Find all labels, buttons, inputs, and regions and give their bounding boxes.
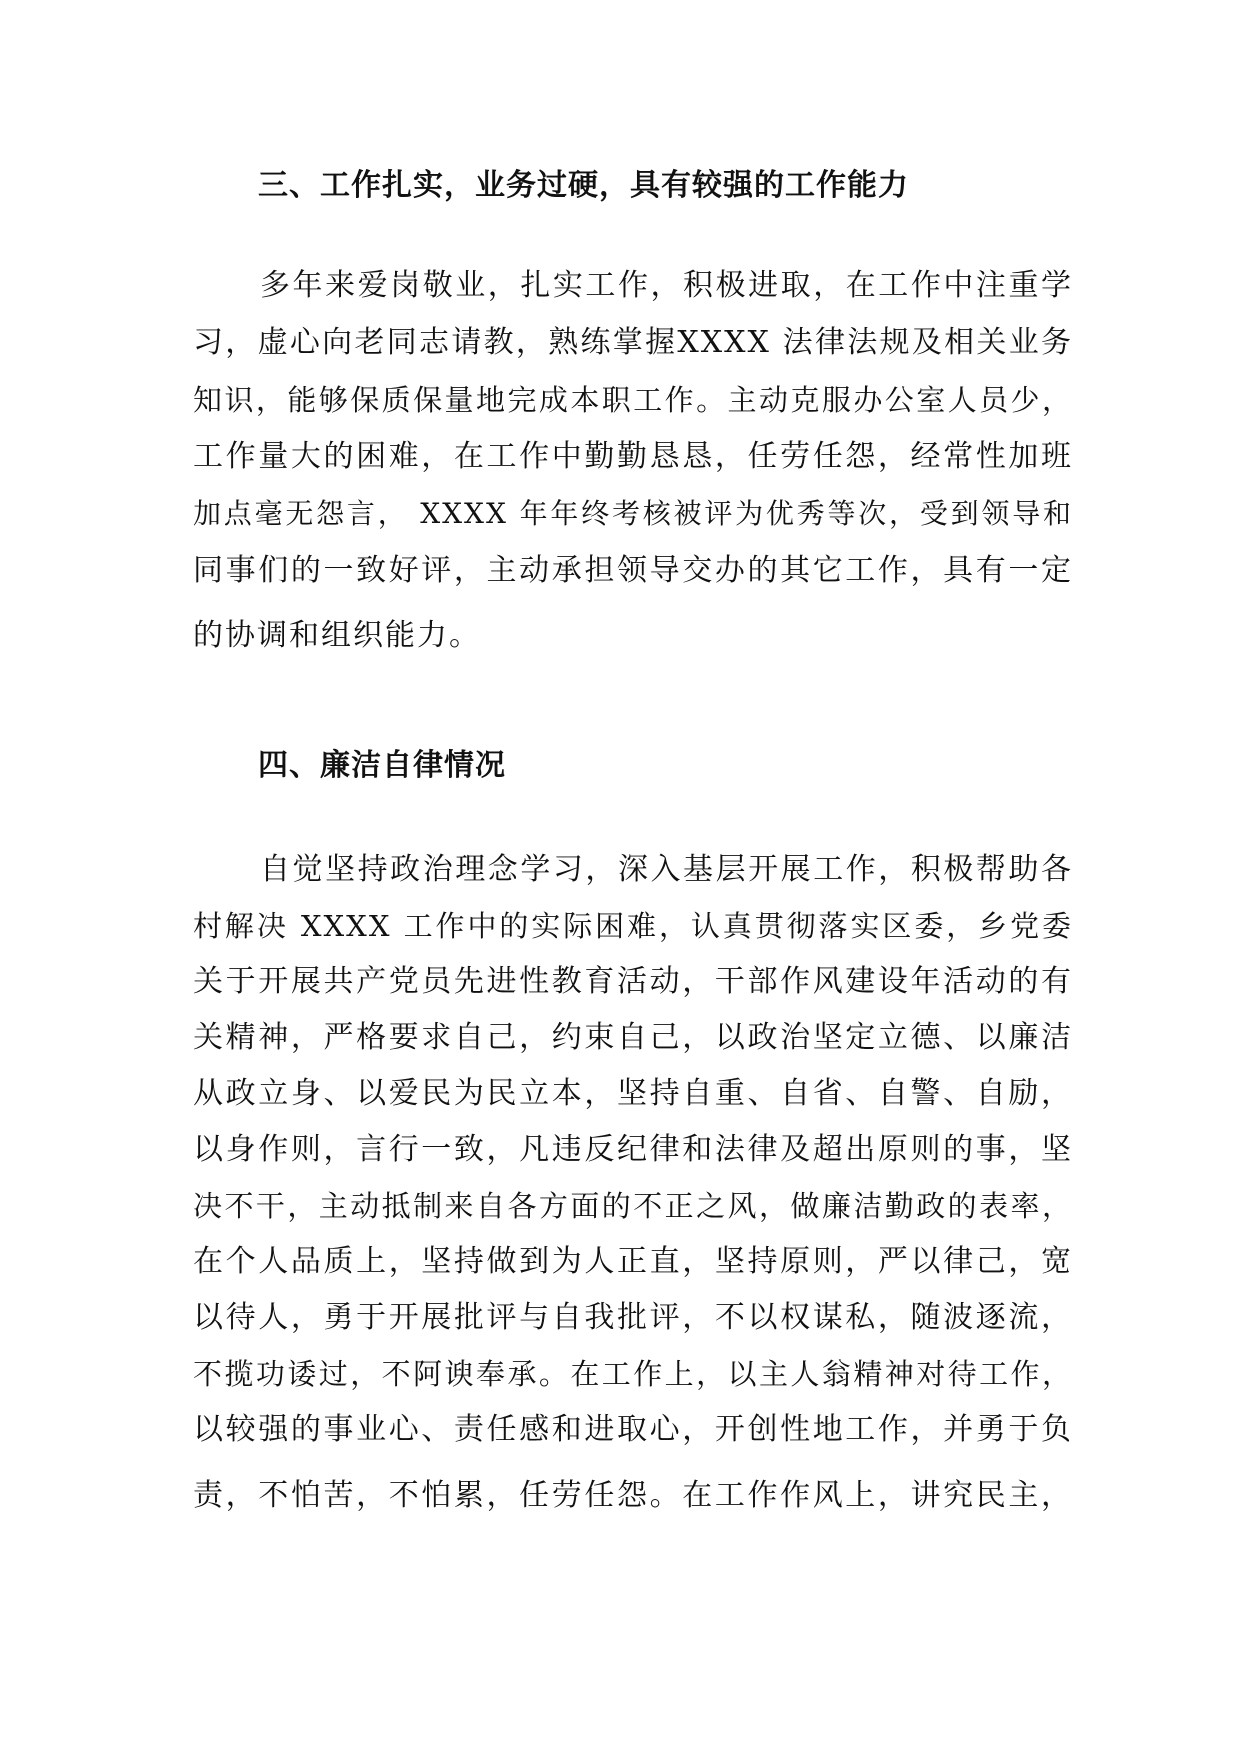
- paragraph-line: 不揽功诿过，不阿谀奉承。在工作上，以主人翁精神对待工作，: [193, 1357, 1073, 1391]
- section-heading-3: 三、工作扎实，业务过硬，具有较强的工作能力: [258, 168, 909, 203]
- paragraph-line: 在个人品质上，坚持做到为人正直，坚持原则，严以律己，宽: [193, 1244, 1073, 1279]
- paragraph-line: 从政立身、以爱民为民立本，坚持自重、自省、自警、自励，: [193, 1076, 1073, 1111]
- paragraph-line: 关精神，严格要求自己，约束自己，以政治坚定立德、以廉洁: [193, 1020, 1073, 1055]
- paragraph-line: 以较强的事业心、责任感和进取心，开创性地工作，并勇于负: [193, 1412, 1073, 1447]
- paragraph-line: 关于开展共产党员先进性教育活动，干部作风建设年活动的有: [193, 964, 1073, 999]
- paragraph-line: 自觉坚持政治理念学习，深入基层开展工作，积极帮助各: [260, 852, 1073, 887]
- paragraph-line: 多年来爱岗敬业，扎实工作，积极进取，在工作中注重学: [260, 268, 1073, 303]
- paragraph-line: 以身作则，言行一致，凡违反纪律和法律及超出原则的事，坚: [193, 1132, 1073, 1167]
- paragraph-line: 以待人，勇于开展批评与自我批评，不以权谋私，随波逐流，: [193, 1300, 1073, 1335]
- paragraph-line: 习，虚心向老同志请教，熟练掌握XXXX 法律法规及相关业务: [193, 325, 1073, 360]
- paragraph-line: 责，不怕苦，不怕累，任劳任怨。在工作作风上，讲究民主，: [193, 1478, 1073, 1513]
- paragraph-line: 工作量大的困难，在工作中勤勤恳恳，任劳任怨，经常性加班: [193, 439, 1073, 474]
- section-heading-4: 四、廉洁自律情况: [258, 748, 506, 783]
- paragraph-line: 决不干，主动抵制来自各方面的不正之风，做廉洁勤政的表率，: [193, 1189, 1073, 1223]
- paragraph-line: 的协调和组织能力。: [193, 618, 481, 653]
- paragraph-line: 加点毫无怨言， XXXX 年年终考核被评为优秀等次，受到领导和: [193, 497, 1073, 530]
- paragraph-line: 同事们的一致好评，主动承担领导交办的其它工作，具有一定: [193, 553, 1073, 588]
- paragraph-line: 知识，能够保质保量地完成本职工作。主动克服办公室人员少，: [193, 383, 1073, 417]
- paragraph-line: 村解决 XXXX 工作中的实际困难，认真贯彻落实区委，乡党委: [193, 909, 1073, 943]
